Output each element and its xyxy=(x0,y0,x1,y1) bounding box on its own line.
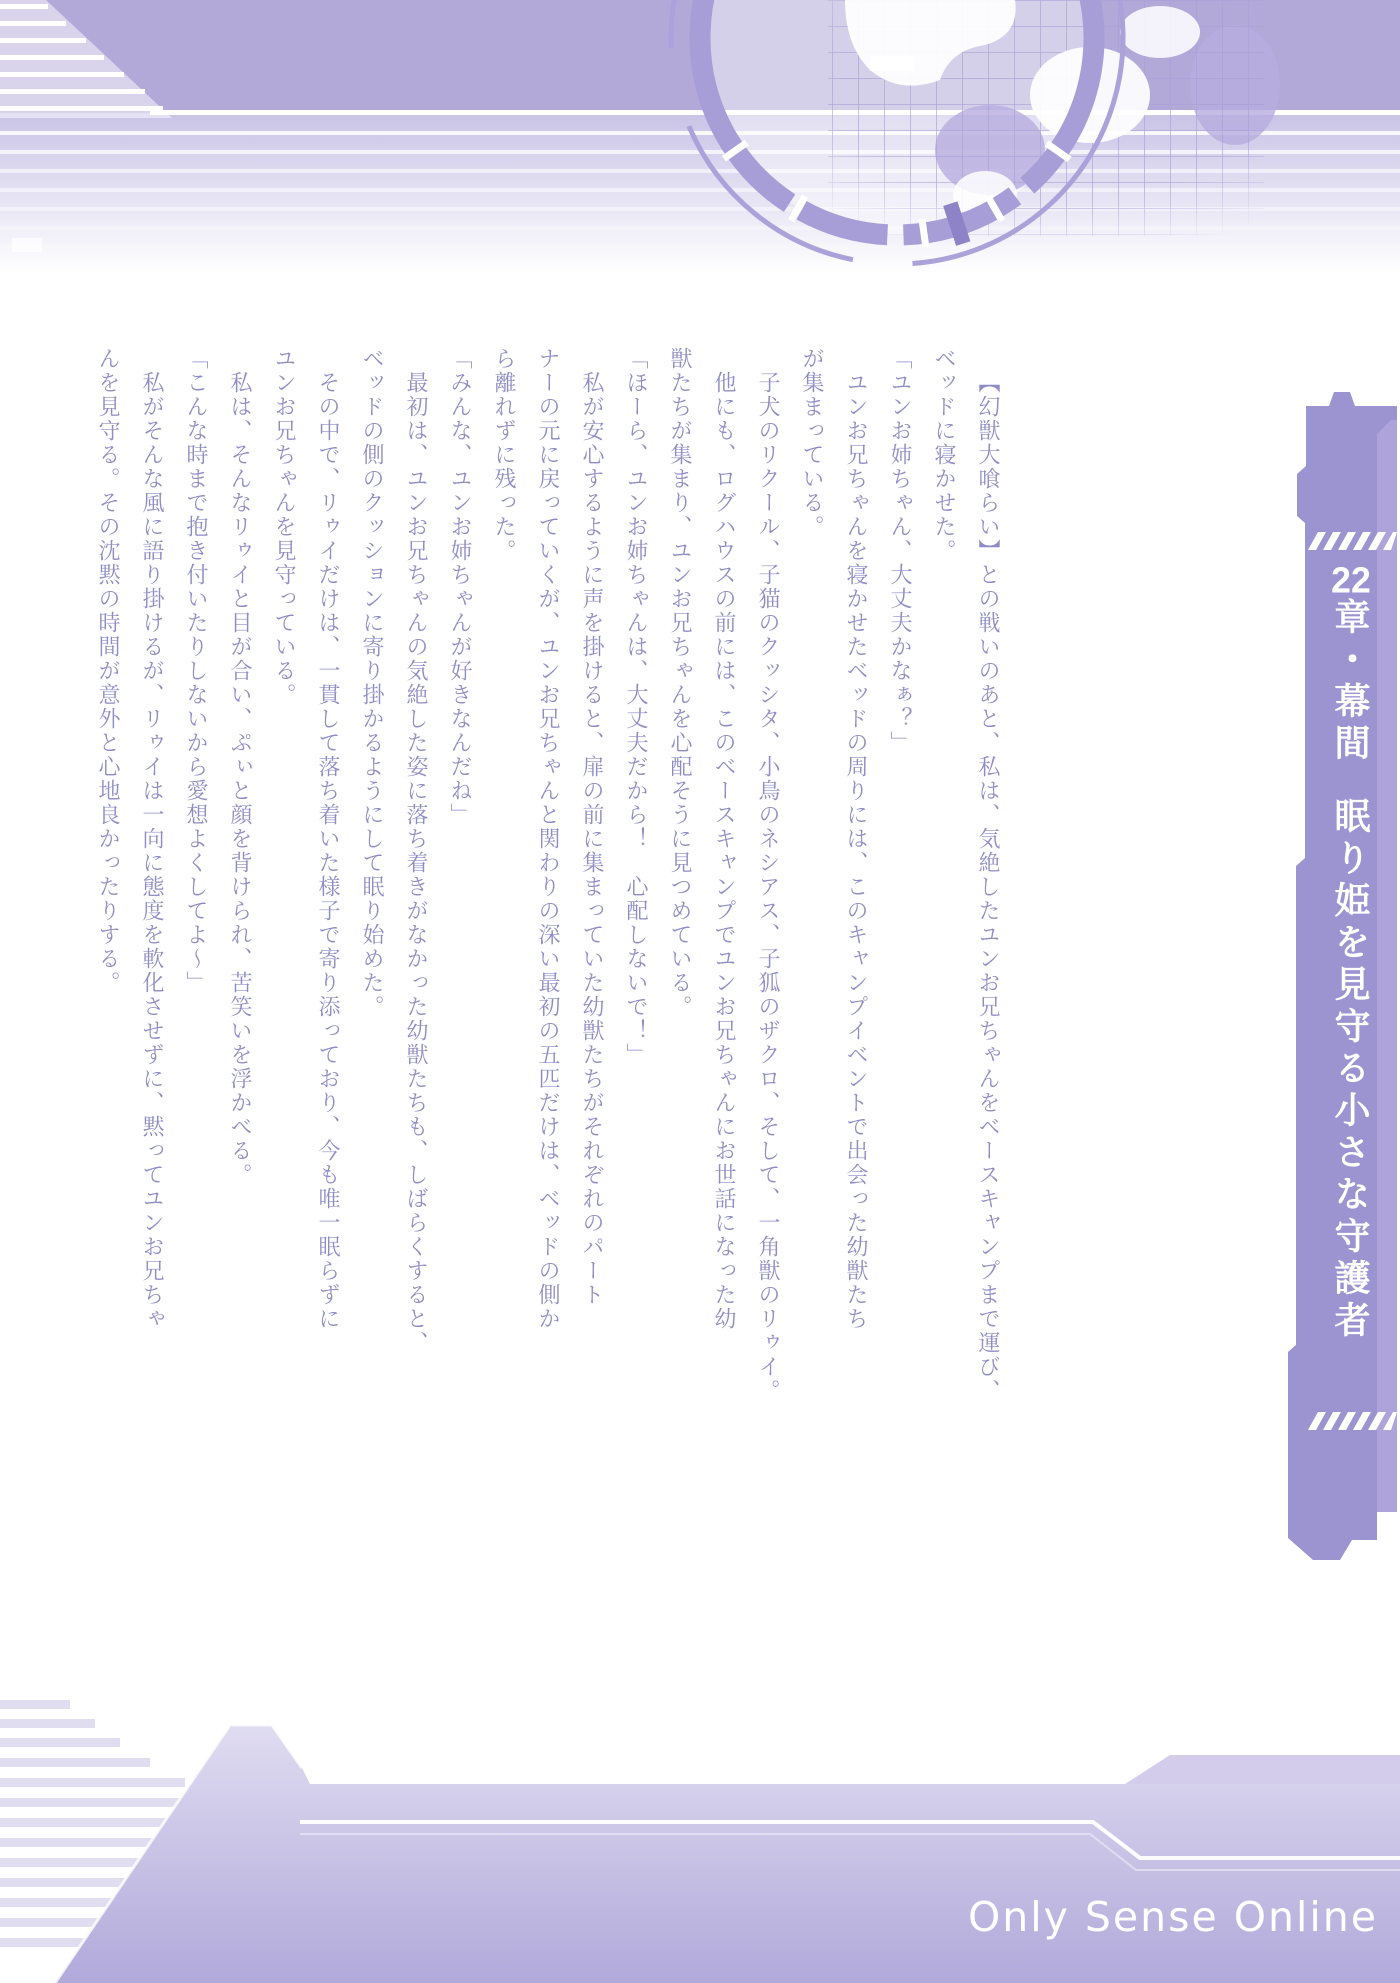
world-map-blob xyxy=(1120,6,1200,58)
text-column: ベッドに寝かせた。 xyxy=(932,347,957,563)
radar-marker-white xyxy=(870,56,914,71)
text-column: その中で、リゥイだけは、一貫して落ち着いた様子で寄り添っており、今も唯一眠らずに xyxy=(316,371,341,1331)
chapter-title-banner xyxy=(1288,390,1400,1570)
text-column: んを見守る。その沈黙の時間が意外と心地良かったりする。 xyxy=(96,347,121,995)
text-column: ユンお兄ちゃんを寝かせたベッドの周りには、このキャンプイベントで出会った幼獣たち xyxy=(844,371,869,1331)
novel-body xyxy=(86,347,1010,1677)
chapter-title xyxy=(1328,562,1372,1343)
header-decoration xyxy=(0,0,1400,280)
text-column: ユンお兄ちゃんを見守っている。 xyxy=(272,347,297,707)
text-column: 子犬のリクール、子猫のクッシタ、小鳥のネシアス、子狐のザクロ、そして、一角獣のリゥイ。 xyxy=(756,371,781,1403)
text-column: 他にも、ログハウスの前には、このベースキャンプでユンお兄ちゃんにお世話になった幼 xyxy=(712,371,737,1331)
chapter-label: 章・幕間 xyxy=(1330,598,1371,766)
series-logo: Only Sense Online xyxy=(967,1893,1378,1941)
text-column: 私が安心するように声を掛けると、扉の前に集まっていた幼獣たちがそれぞれのパート xyxy=(580,371,605,1307)
chapter-number: 22 xyxy=(1331,562,1371,598)
text-column: ら離れずに残った。 xyxy=(492,347,517,563)
text-column: ナーの元に戻っていくが、ユンお兄ちゃんと関わりの深い最初の五匹だけは、ベッドの側か xyxy=(536,347,561,1331)
text-column: 私がそんな風に語り掛けるが、リゥイは一向に態度を軟化させずに、黙ってユンお兄ちゃ xyxy=(140,371,165,1331)
text-column: ベッドの側のクッションに寄り掛かるようにして眠り始めた。 xyxy=(360,347,385,1019)
text-column: 最初は、ユンお兄ちゃんの気絶した姿に落ち着きがなかった幼獣たちも、しばらくすると、 xyxy=(404,371,429,1355)
text-column: 「こんな時まで抱き付いたりしないから愛想よくしてよ～」 xyxy=(184,347,209,995)
text-column: が集まっている。 xyxy=(800,347,825,539)
banner-right-strip xyxy=(1377,420,1397,1512)
text-column: 獣たちが集まり、ユンお兄ちゃんを心配そうに見つめている。 xyxy=(668,347,693,1019)
footer-step xyxy=(1125,1755,1400,1784)
chapter-title-text: 眠り姫を見守る小さな守護者 xyxy=(1330,796,1371,1343)
text-column: 【幻獣大喰らい】との戦いのあと、私は、気絶したユンお兄ちゃんをベースキャンプまで運び、 xyxy=(976,371,1001,1403)
text-column: 「ほーら、ユンお姉ちゃんは、大丈夫だから！ 心配しないで！」 xyxy=(624,347,649,1067)
text-column: 「みんな、ユンお姉ちゃんが好きなんだね」 xyxy=(448,347,473,827)
text-column: 私は、そんなリゥイと目が合い、ぷぃと顔を背けられ、苦笑いを浮かべる。 xyxy=(228,371,253,1187)
text-column: 「ユンお姉ちゃん、大丈夫かなぁ？」 xyxy=(888,347,913,755)
